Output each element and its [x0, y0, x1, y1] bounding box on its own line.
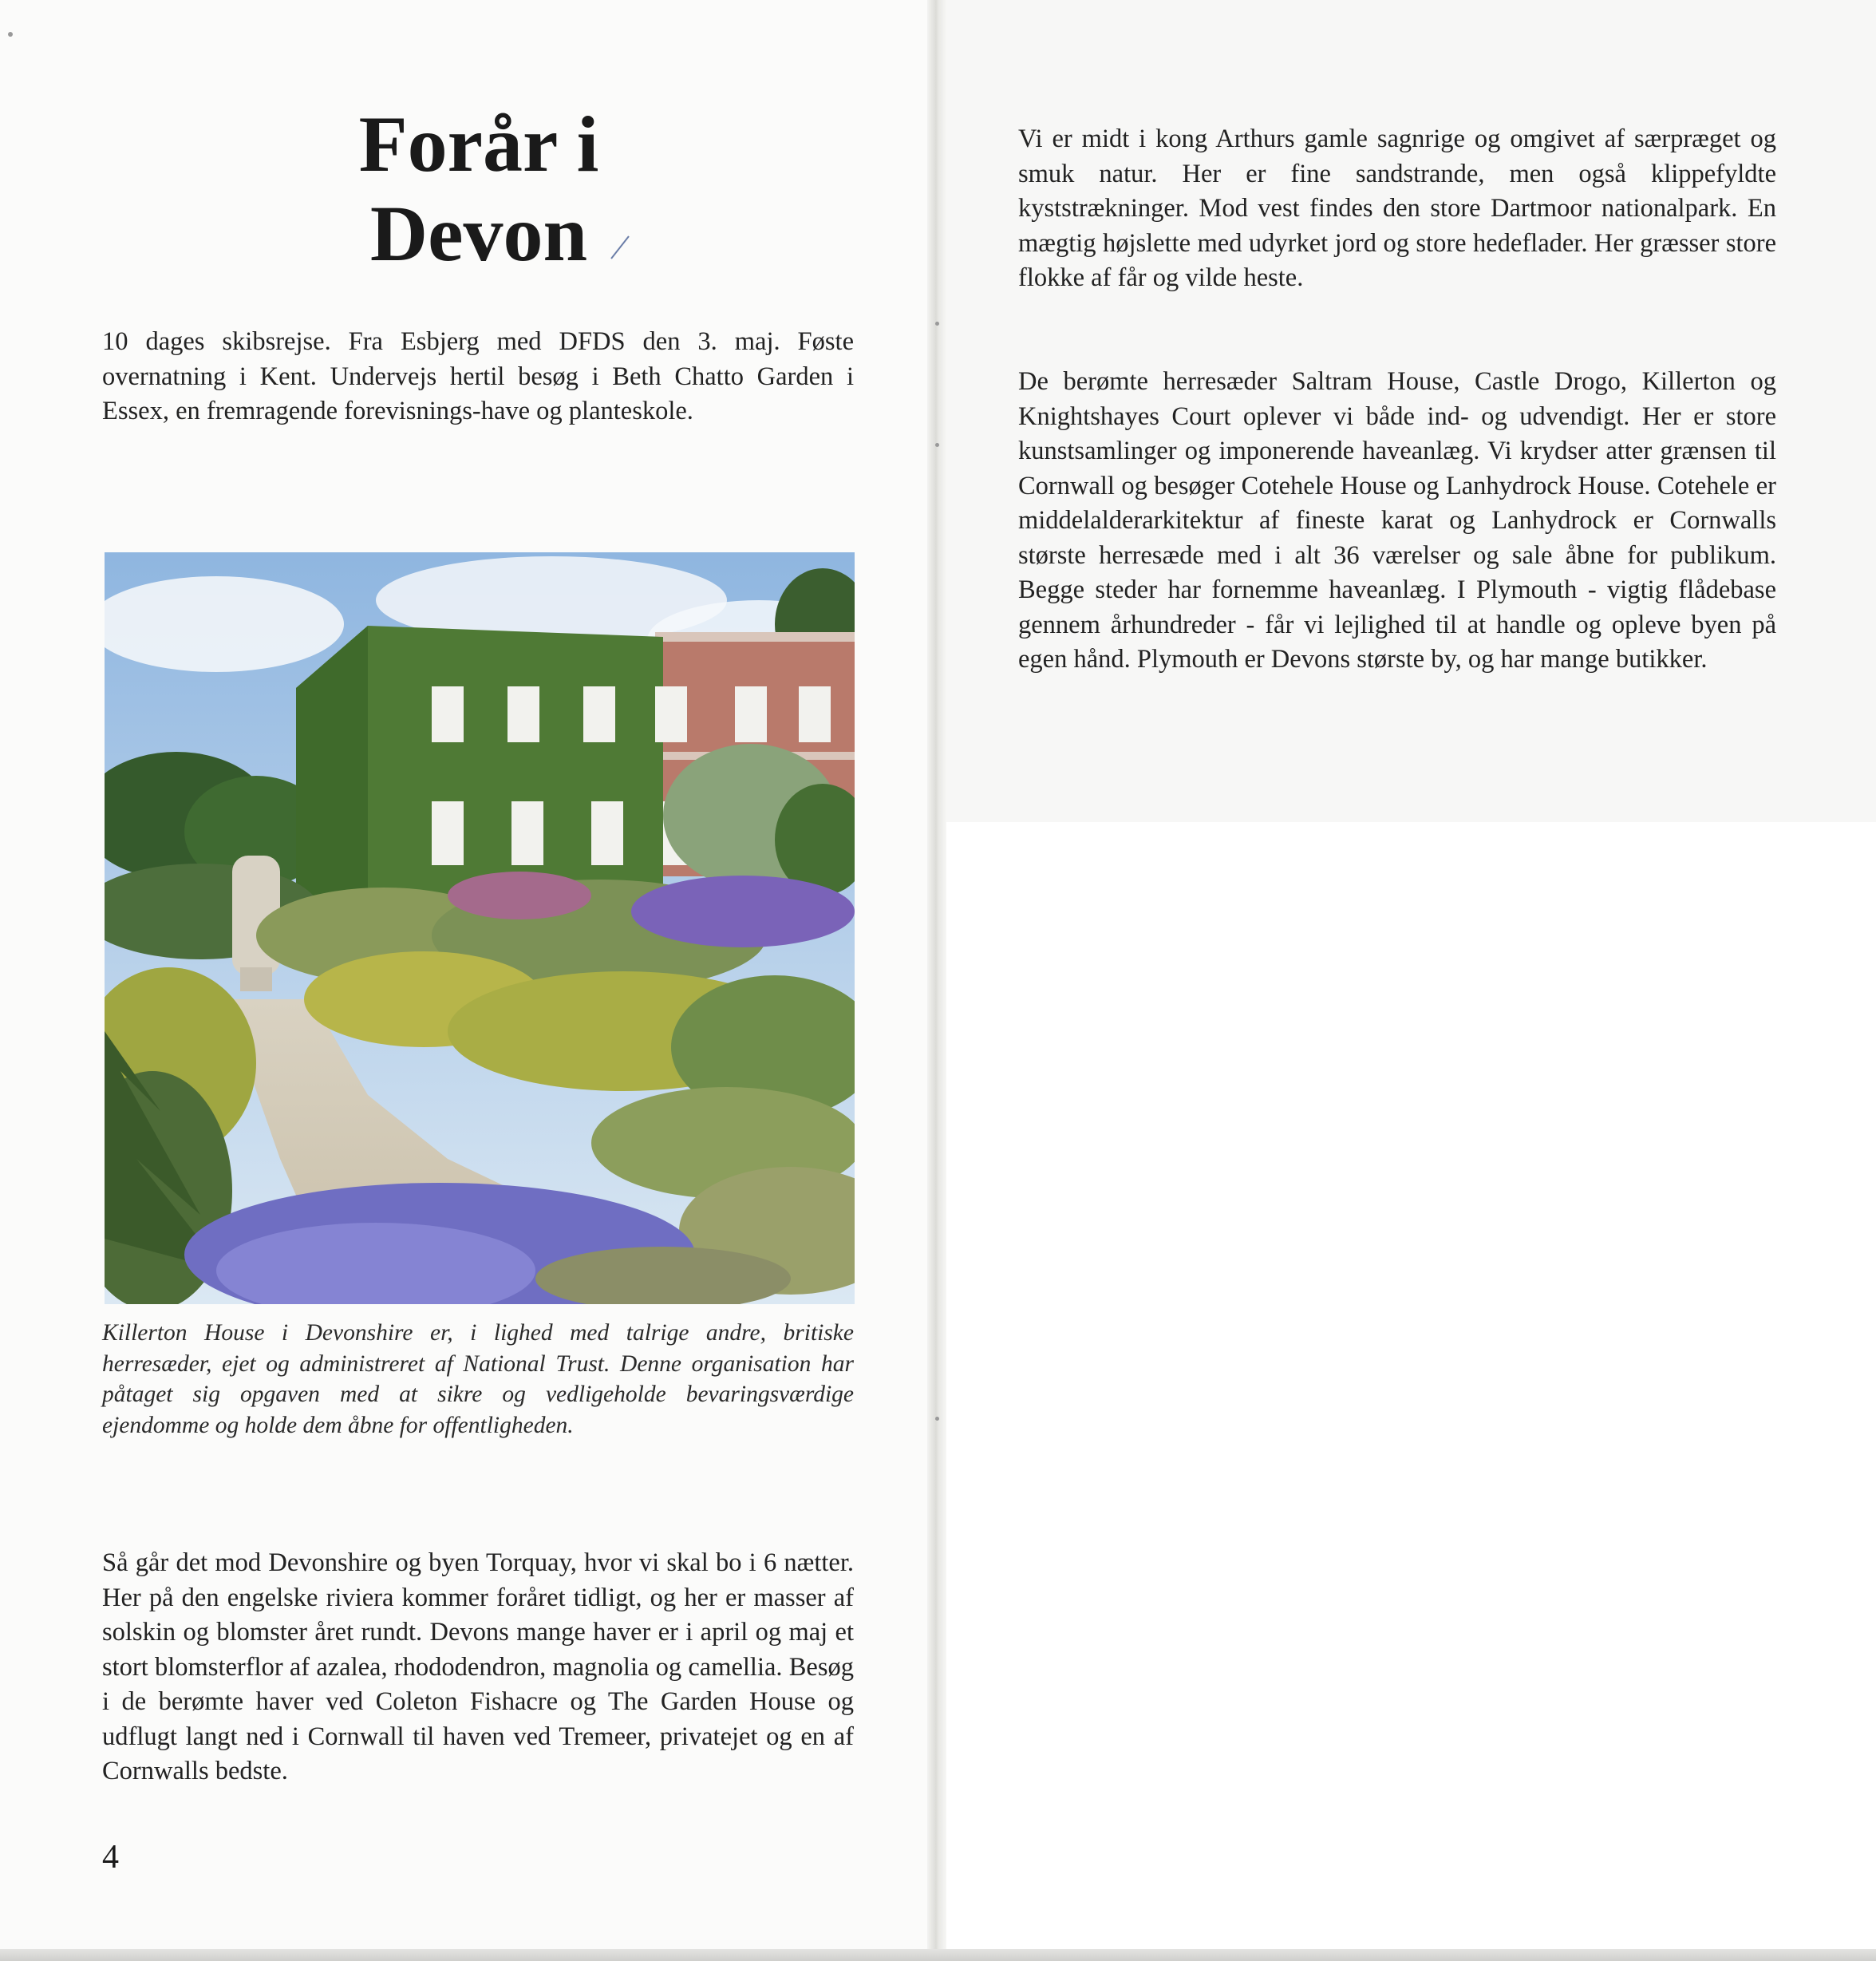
- south-paragraph: Så går det mod Devonshire og byen Torquay, hvor vi skal bo i 6 nætter. Her på den engelske riviera kommer foråret tidligt, og her er masser af solskin og blomster året rundt. Devons mange haver er i april og maj et stort blomsterflor af azalea, rhododendron, magnolia og camellia. Besøg i de berømte haver ved Coleton Fishacre og The Garden House og udflugt langt ned i Cornwall til haven ved Tremeer, privatejet og en af Cornwalls bedste.: [102, 1548, 854, 1785]
- scan-speck: [935, 443, 939, 447]
- title-line-1: Forår i: [358, 100, 599, 188]
- page-number: 4: [102, 1839, 119, 1876]
- scan-speck: [935, 322, 939, 326]
- arthur-paragraph: Vi er midt i kong Arthurs gamle sagnrige og omgivet af særpræget og smuk natur. Her er fine sandstrande, men også klippefyldte kyststrækninger. Mod vest findes den store Dartmoor nationalpark. En mægtig højslette med udyrket jord og store hedeflader. Her græsser store flokke af får og vilde heste.: [1018, 125, 1776, 292]
- killerton-house-photo: [105, 552, 855, 1304]
- scan-speck: [935, 1417, 939, 1421]
- pen-mark-icon: [605, 231, 637, 263]
- intro-paragraph: 10 dages skibsrejse. Fra Esbjerg med DFDS den 3. maj. Føste overnatning i Kent. Undervejs hertil besøg i Beth Chatto Garden i Essex, en fremragende forevisnings-have og planteskole.: [102, 327, 854, 425]
- scan-bottom-edge: [0, 1949, 1876, 1961]
- title-line-2: Devon: [369, 189, 588, 278]
- garden-photo-illustration: [105, 552, 855, 1304]
- houses-paragraph: De berømte herresæder Saltram House, Castle Drogo, Killerton og Knightshayes Court oplever vi både ind- og udvendigt. Her er store kunstsamlinger og imponerende haveanlæg. Vi krydser atter grænsen til Cornwall og besøger Cotehele House og Lanhydrock House. Cotehele er middelalderarkitektur af fineste karat og Lanhydrock er Cornwalls største herresæde med i alt 36 værelser og sale åbne for publikum. Begge steder har fornemme haveanlæg. I Plymouth - vigtig flådebase gennem århundreder - får vi lejlighed til at handle og opleve byen på egen hånd. Plymouth er Devons største by, og har mange butikker.: [1018, 367, 1776, 674]
- page-title: [239, 100, 718, 279]
- page-gutter: [927, 0, 946, 1961]
- photo-caption: Killerton House i Devonshire er, i lighed med talrige andre, britiske herresæder, ejet og administreret af National Trust. Denne organisation har påtaget sig opgaven med at sikre og vedligeholde bevaringsværdige ejendomme og holde dem åbne for offentligheden.: [102, 1320, 854, 1438]
- scan-speck: [8, 32, 13, 37]
